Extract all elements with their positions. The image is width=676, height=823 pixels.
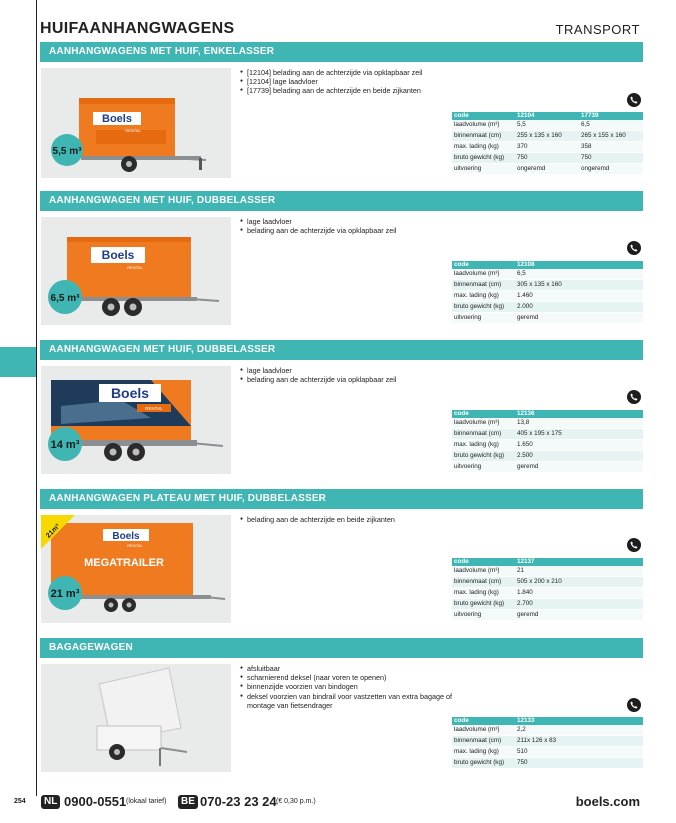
- feature-item: ● lage laadvloer: [240, 217, 396, 226]
- section-header: BAGAGEWAGEN: [40, 638, 643, 658]
- spec-value: 405 x 195 x 175: [515, 429, 643, 440]
- spec-value: 1.650: [515, 440, 643, 451]
- phone-be-note: (€ 0,30 p.m.): [276, 798, 316, 805]
- product-photo: [41, 366, 231, 474]
- spec-value: 265 x 155 x 160: [579, 131, 643, 142]
- spec-value: 5,5: [515, 120, 579, 131]
- col-header: code: [452, 558, 515, 566]
- row-label: bruto gewicht (kg): [452, 153, 515, 164]
- section-header: AANHANGWAGENS MET HUIF, ENKELASSER: [40, 42, 643, 62]
- row-label: bruto gewicht (kg): [452, 451, 515, 462]
- feature-item: ● belading aan de achterzijde via opklapbaar zeil: [240, 226, 396, 235]
- row-label: bruto gewicht (kg): [452, 758, 515, 769]
- feature-list: [240, 366, 396, 384]
- volume-badge: 5,5 m³: [52, 146, 82, 157]
- row-label: laadvolume (m³): [452, 725, 515, 736]
- country-badge-be: BE: [178, 795, 198, 809]
- product-photo: [41, 217, 231, 325]
- spec-value: geremd: [515, 313, 643, 324]
- code-header: 12136: [515, 410, 643, 418]
- feature-list: [240, 217, 396, 235]
- col-header: code: [452, 410, 515, 418]
- row-label: binnenmaat (cm): [452, 577, 515, 588]
- spec-value: geremd: [515, 610, 643, 621]
- cover-logo-sub: RENTAL: [125, 128, 141, 133]
- col-header: code: [452, 261, 515, 269]
- section-side-tab: [0, 347, 36, 377]
- row-label: bruto gewicht (kg): [452, 599, 515, 610]
- feature-item: ● belading aan de achterzijde via opklapbaar zeil: [240, 375, 396, 384]
- cover-logo-sub: RENTAL: [127, 543, 143, 548]
- row-label: laadvolume (m³): [452, 120, 515, 131]
- row-label: laadvolume (m³): [452, 566, 515, 577]
- phone-icon[interactable]: [627, 93, 641, 107]
- product-section-1: [40, 42, 643, 182]
- row-label: max. lading (kg): [452, 142, 515, 153]
- corner-badge: 21m³: [45, 523, 62, 540]
- feature-item: ● deksel voorzien van bindrail voor vastzetten van extra bagage of montage van fietsendrager: [240, 692, 480, 710]
- product-photo: [41, 664, 231, 772]
- spec-value: 13,8: [515, 418, 643, 429]
- row-label: laadvolume (m³): [452, 269, 515, 280]
- phone-nl-note: (lokaal tarief): [126, 798, 167, 805]
- spec-value: 358: [579, 142, 643, 153]
- row-label: max. lading (kg): [452, 588, 515, 599]
- product-section-4: [40, 489, 643, 629]
- spec-value: 2,2: [515, 725, 643, 736]
- row-label: binnenmaat (cm): [452, 131, 515, 142]
- spec-value: 6,5: [579, 120, 643, 131]
- spec-value: 255 x 135 x 160: [515, 131, 579, 142]
- spec-value: 2.000: [515, 302, 643, 313]
- phone-icon[interactable]: [627, 538, 641, 552]
- website-link[interactable]: boels.com: [575, 794, 640, 809]
- row-label: bruto gewicht (kg): [452, 302, 515, 313]
- spec-value: 21: [515, 566, 643, 577]
- section-header: AANHANGWAGEN PLATEAU MET HUIF, DUBBELASSER: [40, 489, 643, 509]
- section-header: AANHANGWAGEN MET HUIF, DUBBELASSER: [40, 340, 643, 360]
- phone-nl[interactable]: 0900-0551: [64, 794, 127, 809]
- feature-list: [240, 68, 422, 96]
- spec-value: 370: [515, 142, 579, 153]
- spec-table: [452, 261, 643, 324]
- page-number: 254: [14, 798, 26, 805]
- spec-value: 6,5: [515, 269, 643, 280]
- code-header: 12104: [515, 112, 579, 120]
- row-label: binnenmaat (cm): [452, 280, 515, 291]
- product-section-3: [40, 340, 643, 480]
- row-label: uitvoering: [452, 610, 515, 621]
- cover-logo: Boels: [102, 113, 132, 125]
- cover-logo: Boels: [112, 531, 140, 542]
- page-footer: [0, 795, 676, 813]
- feature-item: ● belading aan de achterzijde en beide zijkanten: [240, 515, 395, 524]
- feature-item: ● binnenzijde voorzien van bindogen: [240, 682, 480, 691]
- feature-item: ● [12104] lage laadvloer: [240, 77, 422, 86]
- col-header: code: [452, 717, 515, 725]
- row-label: laadvolume (m³): [452, 418, 515, 429]
- cover-text: MEGATRAILER: [84, 557, 164, 569]
- spec-value: geremd: [515, 462, 643, 473]
- product-section-5: [40, 638, 643, 778]
- spec-value: 1.840: [515, 588, 643, 599]
- volume-badge: 14 m³: [50, 439, 80, 451]
- spec-value: 510: [515, 747, 643, 758]
- feature-item: ● [12104] belading aan de achterzijde via opklapbaar zeil: [240, 68, 422, 77]
- code-header: 12108: [515, 261, 643, 269]
- feature-item: ● lage laadvloer: [240, 366, 396, 375]
- feature-list: [240, 515, 395, 524]
- col-header: code: [452, 112, 515, 120]
- code-header: 12133: [515, 717, 643, 725]
- row-label: uitvoering: [452, 313, 515, 324]
- phone-icon[interactable]: [627, 390, 641, 404]
- spec-table: [452, 112, 643, 175]
- volume-badge: 6,5 m³: [50, 293, 80, 304]
- spec-value: 505 x 200 x 210: [515, 577, 643, 588]
- spec-value: ongeremd: [515, 164, 579, 175]
- spec-table: [452, 558, 643, 621]
- margin-line: [36, 0, 37, 796]
- page-category: TRANSPORT: [555, 22, 640, 37]
- spec-value: 750: [515, 758, 643, 769]
- spec-value: 1.460: [515, 291, 643, 302]
- spec-value: 750: [579, 153, 643, 164]
- row-label: max. lading (kg): [452, 291, 515, 302]
- volume-badge: 21 m³: [50, 588, 80, 600]
- spec-value: 211x 126 x 83: [515, 736, 643, 747]
- spec-value: 2.700: [515, 599, 643, 610]
- cover-logo-sub: RENTAL: [127, 265, 143, 270]
- product-photo: [41, 68, 231, 178]
- section-header: AANHANGWAGEN MET HUIF, DUBBELASSER: [40, 191, 643, 211]
- cover-logo: Boels: [101, 248, 135, 262]
- phone-icon[interactable]: [627, 698, 641, 712]
- feature-item: ● afsluitbaar: [240, 664, 480, 673]
- product-section-2: [40, 191, 643, 331]
- cover-logo-sub: RENTAL: [145, 406, 163, 411]
- code-header: 17739: [579, 112, 643, 120]
- spec-value: 750: [515, 153, 579, 164]
- spec-value: 305 x 135 x 160: [515, 280, 643, 291]
- row-label: uitvoering: [452, 462, 515, 473]
- row-label: max. lading (kg): [452, 747, 515, 758]
- spec-table: [452, 410, 643, 473]
- row-label: binnenmaat (cm): [452, 736, 515, 747]
- feature-list: [240, 664, 480, 710]
- page-title: HUIFAANHANGWAGENS: [40, 20, 235, 37]
- row-label: uitvoering: [452, 164, 515, 175]
- spec-value: 2.500: [515, 451, 643, 462]
- phone-be[interactable]: 070-23 23 24: [200, 794, 277, 809]
- code-header: 12137: [515, 558, 643, 566]
- row-label: binnenmaat (cm): [452, 429, 515, 440]
- feature-item: ● [17739] belading aan de achterzijde en beide zijkanten: [240, 86, 422, 95]
- row-label: max. lading (kg): [452, 440, 515, 451]
- phone-icon[interactable]: [627, 241, 641, 255]
- product-photo: [41, 515, 231, 623]
- feature-item: ● scharnierend deksel (naar voren te openen): [240, 673, 480, 682]
- cover-logo: Boels: [110, 385, 150, 401]
- spec-table: [452, 717, 643, 769]
- country-badge-nl: NL: [41, 795, 60, 809]
- spec-value: ongeremd: [579, 164, 643, 175]
